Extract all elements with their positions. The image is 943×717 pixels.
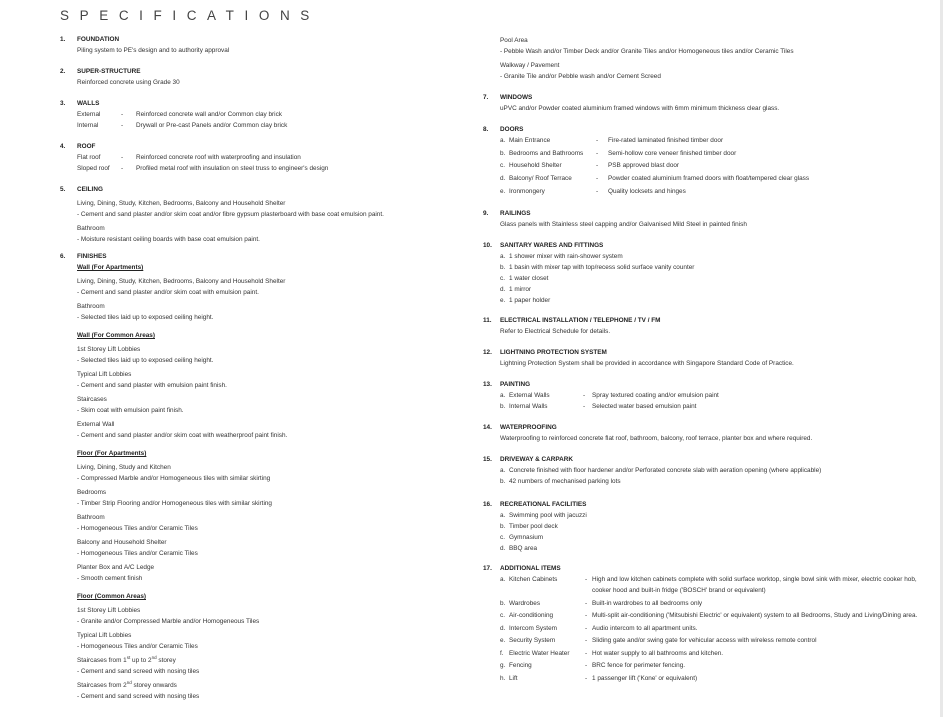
spec-row [77, 152, 457, 163]
list-item [500, 262, 930, 273]
section-heading [60, 251, 457, 262]
row-label: Household Shelter [509, 162, 562, 170]
section-title: WATERPROOFING [500, 424, 557, 431]
item-letter: a. [500, 253, 506, 260]
item-text: Concrete finished with floor hardener and/or Perforated concrete slab with aeration opening (where applicable) [509, 467, 822, 474]
superscript: nd [126, 679, 132, 685]
group-label: 1st Storey Lift Lobbies [77, 346, 141, 353]
item-letter: a. [500, 576, 506, 583]
spec-row [500, 598, 925, 609]
item-text: 1 basin with mixer tap with top/recess solid surface vanity counter [509, 264, 695, 271]
subsection-heading: Wall (For Common Areas) [77, 332, 155, 339]
item-letter: e. [500, 297, 506, 304]
section-number: 7. [483, 94, 489, 101]
dash-separator: - [121, 165, 124, 172]
section-heading [60, 141, 457, 152]
section-number: 9. [483, 210, 489, 217]
section-heading [483, 92, 930, 103]
section-finishes [60, 251, 457, 702]
section-title: WALLS [77, 100, 100, 107]
group-detail: - Compressed Marble and/or Homogeneous tiles with similar skirting [77, 475, 271, 482]
section-super-structure [60, 66, 457, 88]
section-railings [483, 208, 930, 230]
description: Lightning Protection System shall be provided in accordance with Singapore Standard Code of Practice. [500, 360, 794, 367]
row-label: Internal [77, 122, 99, 129]
row-value: Powder coated aluminium framed doors with float/tempered clear glass [608, 175, 810, 183]
dash-separator: - [585, 624, 588, 632]
group-label: Living, Dining, Study, Kitchen, Bedrooms, Balcony and Household Shelter [77, 278, 286, 285]
group-label: Living, Dining, Study, Kitchen, Bedrooms, Balcony and Household Shelter [77, 200, 286, 207]
section-number: 16. [483, 501, 492, 508]
dash-separator: - [596, 162, 599, 170]
row-value: Drywall or Pre-cast Panels and/or Common clay brick [136, 122, 288, 129]
group-label: Balcony and Household Shelter [77, 539, 167, 546]
item-letter: d. [500, 624, 506, 632]
spec-group [77, 562, 457, 584]
row-value: Selected water based emulsion paint [592, 403, 697, 410]
section-title: PAINTING [500, 381, 531, 388]
spec-group [77, 419, 457, 441]
row-value: BRC fence for perimeter fencing. [592, 662, 686, 669]
description: Reinforced concrete using Grade 30 [77, 79, 180, 86]
section-heading [483, 454, 930, 465]
section-title: FOUNDATION [77, 36, 120, 43]
group-label: Walkway / Pavement [500, 62, 560, 69]
item-text: 1 shower mixer with rain-shower system [509, 253, 623, 260]
spec-row [500, 648, 925, 659]
section-title: WINDOWS [500, 94, 533, 101]
section-heading [483, 315, 930, 326]
section-windows [483, 92, 930, 114]
spec-row [500, 574, 925, 596]
section-electrical-installation-telephone-tv-fm [483, 315, 930, 337]
section-title: LIGHTNING PROTECTION SYSTEM [500, 349, 607, 356]
dash-separator: - [121, 154, 124, 161]
group-label: Planter Box and A/C Ledge [77, 564, 155, 571]
row-label: Main Entrance [509, 137, 551, 144]
section-heading [483, 499, 930, 510]
item-text: Gymnasium [509, 534, 544, 541]
section-continued [500, 35, 930, 82]
group-label: Bathroom [77, 225, 105, 232]
group-label: Bathroom [77, 514, 105, 521]
section-heading [60, 34, 457, 45]
spec-row [500, 623, 925, 634]
item-letter: a. [500, 467, 506, 474]
spec-row [500, 635, 925, 646]
group-label: Typical Lift Lobbies [77, 371, 132, 378]
row-value: Reinforced concrete roof with waterproofing and insulation [136, 154, 301, 161]
dash-separator: - [585, 662, 588, 669]
row-label: Lift [509, 674, 518, 682]
group-detail: - Cement and sand plaster and/or skim coat with weatherproof paint finish. [77, 432, 288, 439]
group-detail: - Homogeneous Tiles and/or Ceramic Tiles [77, 550, 198, 557]
description: Waterproofing to reinforced concrete flat roof, bathroom, balcony, roof terrace, planter box and where required. [500, 435, 813, 442]
section-number: 2. [60, 68, 66, 75]
subsection-heading: Floor (For Apartments) [77, 450, 147, 457]
row-label: Balcony/ Roof Terrace [509, 175, 572, 183]
row-label: Ironmongery [509, 187, 545, 195]
item-letter: h. [500, 674, 506, 682]
item-letter: a. [500, 392, 506, 399]
item-letter: d. [500, 175, 506, 183]
item-letter: c. [500, 612, 505, 619]
group-detail: - Granite Tile and/or Pebble wash and/or Cement Screed [500, 73, 661, 80]
group-label: Living, Dining, Study and Kitchen [77, 464, 171, 471]
spec-group [77, 394, 457, 416]
section-additional-items [483, 563, 925, 685]
spec-row [500, 186, 930, 197]
section-number: 11. [483, 317, 492, 324]
section-doors [483, 124, 930, 198]
spec-row [500, 160, 930, 171]
row-value: Quality locksets and hinges [608, 187, 686, 195]
list-item [500, 273, 930, 284]
item-letter: c. [500, 162, 505, 170]
section-title: ADDITIONAL ITEMS [500, 565, 561, 572]
spec-row [77, 109, 457, 120]
spec-group [77, 630, 457, 652]
section-ceiling [60, 184, 457, 245]
section-title: DRIVEWAY & CARPARK [500, 456, 574, 463]
section-waterproofing [483, 422, 930, 444]
section-roof [60, 141, 457, 174]
row-label: Security System [509, 637, 556, 644]
section-walls [60, 98, 457, 131]
group-label: 1st Storey Lift Lobbies [77, 607, 141, 614]
section-title: FINISHES [77, 253, 107, 260]
spec-row [500, 401, 930, 412]
item-letter: b. [500, 523, 506, 530]
section-title: SANITARY WARES AND FITTINGS [500, 242, 604, 249]
group-detail: - Timber Strip Flooring and/or Homogeneous tiles with similar skirting [77, 500, 272, 507]
dash-separator: - [583, 392, 586, 399]
group-detail: - Selected tiles laid up to exposed ceiling height. [77, 357, 214, 364]
spec-row [500, 135, 930, 146]
row-label: Internal Walls [509, 403, 548, 410]
list-item [500, 532, 930, 543]
label-part: storey [156, 657, 176, 664]
section-lightning-protection-system [483, 347, 930, 369]
section-painting [483, 379, 930, 412]
spec-group [77, 344, 457, 366]
section-heading [60, 184, 457, 195]
dash-separator: - [585, 674, 588, 682]
group-label [77, 680, 457, 691]
list-item [500, 465, 930, 476]
spec-row [500, 660, 925, 671]
spec-row [500, 148, 930, 159]
row-value: Audio intercom to all apartment units. [592, 624, 698, 632]
row-label: Bedrooms and Bathrooms [509, 149, 584, 157]
item-text: 1 mirror [509, 286, 532, 293]
spec-group [77, 655, 457, 677]
superscript: nd [151, 654, 157, 660]
item-letter: a. [500, 137, 506, 144]
row-value: Hot water supply to all bathrooms and kitchen. [592, 649, 724, 657]
section-heading [483, 422, 930, 433]
spec-group [77, 198, 457, 220]
item-letter: a. [500, 512, 506, 519]
row-label: Air-conditioning [509, 612, 554, 619]
item-letter: c. [500, 534, 505, 541]
group-detail: - Homogeneous Tiles and/or Ceramic Tiles [77, 643, 198, 650]
spec-row [500, 610, 925, 621]
item-letter: d. [500, 286, 506, 293]
item-letter: g. [500, 662, 506, 669]
group-label: Bedrooms [77, 489, 107, 496]
row-value: 1 passenger lift ('Kone' or equivalent) [592, 674, 698, 682]
item-letter: e. [500, 187, 506, 195]
spec-group [77, 537, 457, 559]
item-text: 1 paper holder [509, 297, 551, 304]
row-label: Fencing [509, 662, 532, 669]
item-letter: b. [500, 599, 506, 607]
row-value: Reinforced concrete wall and/or Common clay brick [136, 111, 282, 118]
item-letter: c. [500, 275, 505, 282]
group-detail: - Moisture resistant ceiling boards with base coat emulsion paint. [77, 236, 260, 243]
group-detail: - Cement and sand plaster with emulsion paint finish. [77, 382, 227, 389]
group-label: Bathroom [77, 303, 105, 310]
section-number: 6. [60, 253, 66, 260]
group-label: Typical Lift Lobbies [77, 632, 132, 639]
row-label: External Walls [509, 392, 550, 399]
item-letter: f. [500, 649, 504, 657]
item-letter: b. [500, 149, 506, 157]
section-heading [60, 66, 457, 77]
spec-group [77, 276, 457, 298]
item-letter: b. [500, 403, 506, 410]
dash-separator: - [585, 637, 588, 644]
group-detail: - Cement and sand screed with nosing tiles [77, 668, 200, 675]
row-label: External [77, 111, 101, 118]
item-text: Timber pool deck [509, 523, 558, 530]
group-detail: - Homogeneous Tiles and/or Ceramic Tiles [77, 525, 198, 532]
section-number: 3. [60, 100, 66, 107]
row-value: Fire-rated laminated finished timber door [608, 137, 724, 144]
dash-separator: - [585, 612, 588, 619]
section-heading [483, 124, 930, 135]
group-detail: - Granite and/or Compressed Marble and/or Homogeneous Tiles [77, 618, 260, 625]
dash-separator: - [583, 403, 586, 410]
section-foundation [60, 34, 457, 56]
section-number: 14. [483, 424, 492, 431]
item-text: BBQ area [509, 545, 538, 552]
spec-row [500, 673, 925, 684]
dash-separator: - [121, 111, 124, 118]
spec-row [500, 173, 930, 184]
row-value: Profiled metal roof with insulation on steel truss to engineer's design [136, 165, 329, 172]
spec-group [500, 60, 930, 82]
section-heading [483, 563, 925, 574]
row-value: Spray textured coating and/or emulsion paint [592, 392, 719, 399]
description: Refer to Electrical Schedule for details. [500, 328, 611, 335]
spec-group [77, 301, 457, 323]
row-value: High and low kitchen cabinets complete with solid surface worktop, single bowl sink with mixer, electric cooker hob, cooker hood and built-in fridge ('BOSCH' brand or equivalent) [592, 576, 917, 594]
group-detail: - Cement and sand screed with nosing tiles [77, 693, 200, 700]
row-label: Electric Water Heater [509, 649, 570, 657]
superscript: st [126, 654, 131, 660]
group-label [77, 655, 457, 666]
dash-separator: - [596, 137, 599, 144]
label-part: storey onwards [131, 682, 177, 689]
row-label: Wardrobes [509, 599, 541, 607]
dash-separator: - [121, 122, 124, 129]
row-value: Multi-split air-conditioning ('Mitsubishi Electric' or equivalent) system to all Bedrooms, Study and Living/Dining area. [592, 612, 918, 619]
list-item [500, 476, 930, 487]
list-item [500, 251, 930, 262]
section-number: 12. [483, 349, 492, 356]
spec-group [77, 605, 457, 627]
description: Piling system to PE's design and to authority approval [77, 47, 230, 54]
item-text: 1 water closet [509, 275, 549, 282]
section-title: ELECTRICAL INSTALLATION / TELEPHONE / TV / FM [500, 317, 661, 324]
item-text: 42 numbers of mechanised parking lots [509, 478, 621, 485]
item-letter: b. [500, 264, 506, 271]
spec-group [77, 487, 457, 509]
dash-separator: - [585, 576, 588, 583]
description: uPVC and/or Powder coated aluminium framed windows with 6mm minimum thickness clear glass. [500, 105, 780, 112]
subsection-heading: Wall (For Apartments) [77, 264, 144, 271]
dash-separator: - [585, 649, 588, 657]
spec-group [500, 35, 930, 57]
spec-group [77, 223, 457, 245]
label-part: up to 2 [130, 657, 152, 664]
group-detail: - Pebble Wash and/or Timber Deck and/or Granite Tiles and/or Homogeneous tiles and/or Ceramic Tiles [500, 48, 794, 55]
row-value: Semi-hollow core veneer finished timber door [608, 149, 737, 157]
item-letter: d. [500, 545, 506, 552]
section-heading [483, 379, 930, 390]
row-value: PSB approved blast door [608, 162, 680, 170]
section-number: 4. [60, 143, 66, 150]
section-heading [483, 347, 930, 358]
spec-group [77, 512, 457, 534]
row-label: Kitchen Cabinets [509, 576, 558, 583]
list-item [500, 284, 930, 295]
row-value: Built-in wardrobes to all bedrooms only [592, 599, 703, 607]
section-heading [60, 98, 457, 109]
group-label: Pool Area [500, 37, 528, 44]
row-label: Intercom System [509, 624, 557, 632]
dash-separator: - [596, 149, 599, 157]
spec-row [77, 120, 457, 131]
section-number: 1. [60, 36, 66, 43]
section-sanitary-wares-and-fittings [483, 240, 930, 306]
section-driveway-carpark [483, 454, 930, 487]
dash-separator: - [596, 175, 599, 183]
spec-group [77, 462, 457, 484]
group-detail: - Smooth cement finish [77, 575, 143, 582]
item-letter: b. [500, 478, 506, 485]
section-title: RECREATIONAL FACILITIES [500, 501, 587, 508]
group-detail: - Cement and sand plaster and/or skim coat and/or fibre gypsum plasterboard with base coat emulsion paint. [77, 211, 384, 218]
item-letter: e. [500, 637, 506, 644]
group-detail: - Selected tiles laid up to exposed ceiling height. [77, 314, 214, 321]
group-detail: - Skim coat with emulsion paint finish. [77, 407, 184, 414]
spec-row [500, 390, 930, 401]
section-title: RAILINGS [500, 210, 531, 217]
spec-row [77, 163, 457, 174]
section-title: ROOF [77, 143, 96, 150]
group-label: Staircases [77, 396, 107, 403]
spec-group [77, 369, 457, 391]
section-number: 5. [60, 186, 66, 193]
section-number: 13. [483, 381, 492, 388]
description: Glass panels with Stainless steel capping and/or Galvanised Mild Steel in painted finish [500, 221, 747, 228]
section-recreational-facilities [483, 499, 930, 554]
list-item [500, 543, 930, 554]
group-label: External Wall [77, 421, 115, 428]
row-label: Flat roof [77, 154, 101, 161]
dash-separator: - [585, 599, 588, 607]
section-title: DOORS [500, 126, 524, 133]
section-title: SUPER-STRUCTURE [77, 68, 141, 75]
section-number: 15. [483, 456, 492, 463]
section-heading [483, 208, 930, 219]
label-part: Staircases from 2 [77, 682, 127, 689]
section-number: 8. [483, 126, 489, 133]
item-text: Swimming pool with jacuzzi [509, 512, 587, 519]
row-value: Sliding gate and/or swing gate for vehicular access with wireless remote control [592, 637, 817, 644]
section-title: CEILING [77, 186, 103, 193]
section-number: 17. [483, 565, 492, 572]
group-detail: - Cement and sand plaster and/or skim coat with emulsion paint. [77, 289, 259, 296]
subsection-heading: Floor (Common Areas) [77, 593, 146, 600]
row-label: Sloped roof [77, 165, 110, 172]
label-part: Staircases from 1 [77, 657, 127, 664]
list-item [500, 521, 930, 532]
dash-separator: - [596, 187, 599, 195]
section-number: 10. [483, 242, 492, 249]
section-heading [483, 240, 930, 251]
page-title: SPECIFICATIONS [60, 8, 320, 23]
list-item [500, 510, 930, 521]
list-item [500, 295, 930, 306]
spec-group [77, 680, 457, 702]
